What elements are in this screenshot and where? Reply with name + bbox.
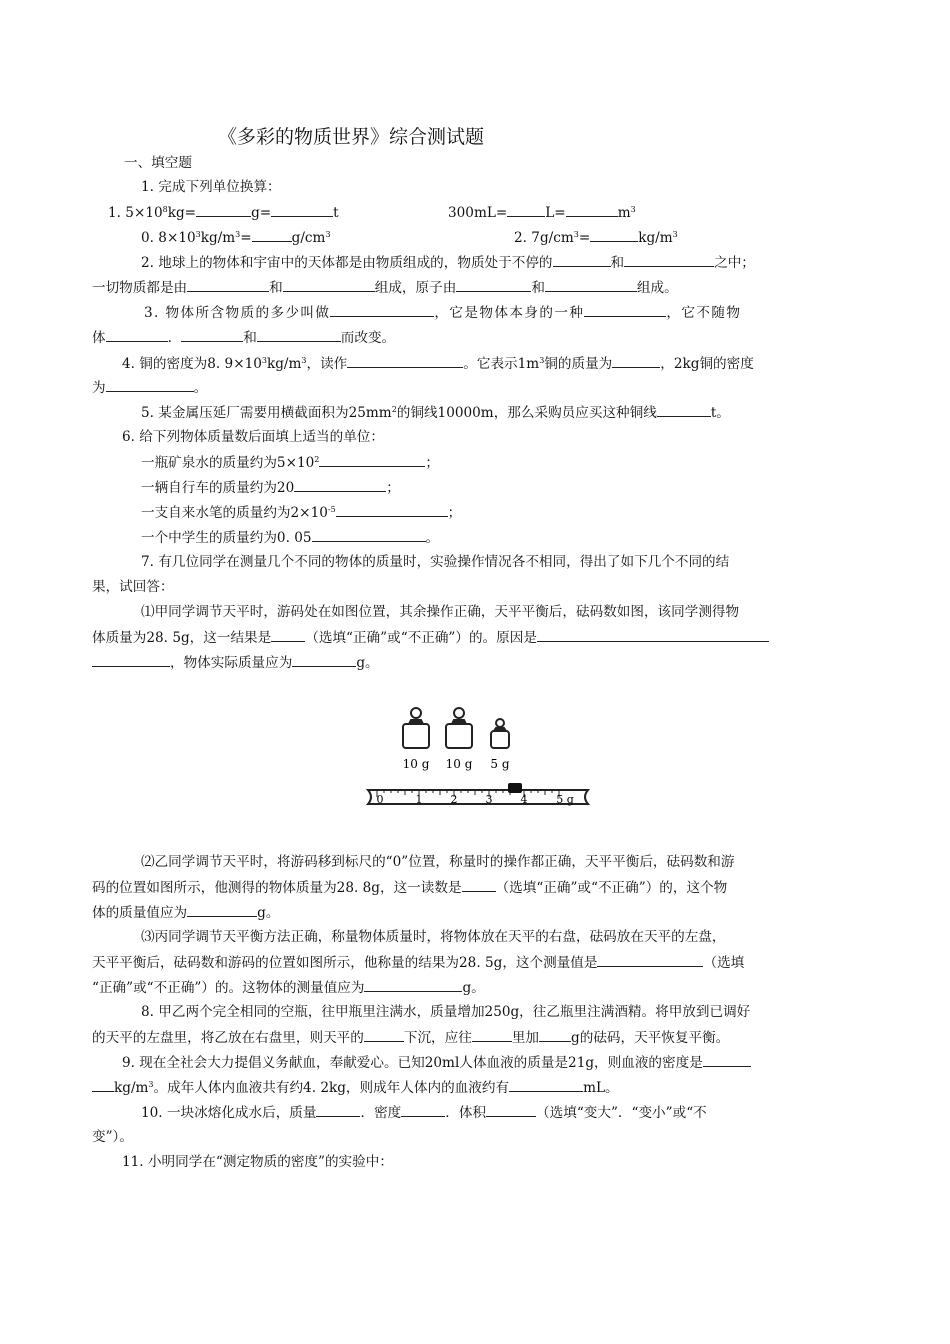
q7-part3-line-2: 天平平衡后，砝码数和游码的位置如图所示，他称量的结果为28. 5g，这个测量值是 （选填: [92, 952, 744, 973]
answer-blank[interactable]: [584, 302, 666, 317]
answer-blank[interactable]: [294, 477, 386, 492]
answer-blank[interactable]: [187, 902, 257, 917]
q6-item-1: 一瓶矿泉水的质量约为$5\times 10^2$ ；: [141, 452, 439, 473]
answer-blank[interactable]: [703, 1052, 751, 1067]
q7-part3-line-3: “正确”或“不正确”）的。这物体的测量值应为 g。: [92, 977, 485, 998]
q7-part2-line-3: 体的质量值应为 g。: [92, 902, 279, 923]
answer-blank[interactable]: [257, 327, 341, 342]
answer-blank[interactable]: [401, 1102, 445, 1117]
q1-line-a: 1. $5\times 10^8kg= g= t$: [108, 202, 339, 223]
q1-line-b: $300mL= L= m^3$: [448, 202, 636, 223]
answer-blank[interactable]: [509, 1077, 583, 1092]
weight-label: 5 g: [490, 757, 510, 771]
weight-icon: [403, 708, 429, 748]
q7-part1-line-2: 体质量为28. 5g，这一结果是 （选填“正确”或“不正确”）的。原因是: [92, 627, 769, 648]
weight-label: 10 g: [445, 757, 473, 771]
answer-blank[interactable]: [330, 302, 434, 317]
answer-blank[interactable]: [271, 627, 305, 642]
q8-line-1: 8. 甲乙两个完全相同的空瓶，往甲瓶里注满水，质量增加250g，往乙瓶里注满酒精。将甲放到已调好: [141, 1004, 751, 1020]
answer-blank[interactable]: [612, 353, 660, 368]
tick-label: 2: [450, 793, 458, 806]
answer-blank[interactable]: [312, 527, 426, 542]
answer-blank[interactable]: [196, 202, 251, 217]
q1-line-c: 0. $8\times 10^3kg/m^3= g/cm^3$: [141, 227, 331, 248]
answer-blank[interactable]: [590, 227, 638, 242]
q7-part1-line-1: ⑴甲同学调节天平时，游码处在如图位置，其余操作正确，天平平衡后，砝码数如图，该同学测得物: [141, 604, 740, 620]
q5-line: 5. 某金属压延厂需要用横截面积为$25mm^2$的铜线10000m，那么采购员应买这种铜线 t。: [141, 402, 730, 423]
answer-blank[interactable]: [537, 627, 769, 642]
page-title: 《多彩的物质世界》综合测试题: [218, 126, 485, 148]
q6-item-2: 一辆自行车的质量约为20 ；: [141, 477, 400, 498]
answer-blank[interactable]: [486, 1102, 536, 1117]
answer-blank[interactable]: [92, 652, 170, 667]
q7-part2-line-2: 码的位置如图所示，他测得的物体质量为28. 8g，这一读数是 （选填“正确”或“不正确”）的，这个物: [92, 877, 727, 898]
q8-line-2: 的天平的左盘里，将乙放在右盘里，则天平的 下沉，应往 里加 g的砝码，天平恢复平衡。: [92, 1027, 729, 1048]
q10-line-2: 变”）。: [92, 1129, 133, 1145]
q10-line-1: 10. 一块冰熔化成水后，质量 ．密度 ．体积 （选填“变大”．“变小”或“不: [141, 1102, 707, 1123]
answer-blank[interactable]: [472, 1027, 512, 1042]
answer-blank[interactable]: [507, 202, 545, 217]
answer-blank[interactable]: [336, 502, 448, 517]
answer-blank[interactable]: [456, 277, 531, 292]
q7-part1-line-3: ，物体实际质量应为 g。: [92, 652, 379, 673]
q2-line-1: 2. 地球上的物体和宇宙中的天体都是由物质组成的，物质处于不停的 和 之中；: [141, 252, 755, 273]
answer-blank[interactable]: [271, 202, 333, 217]
answer-blank[interactable]: [566, 202, 618, 217]
q11-line: 11. 小明同学在“测定物质的密度”的实验中：: [122, 1154, 393, 1170]
answer-blank[interactable]: [106, 377, 194, 392]
answer-blank[interactable]: [316, 1102, 360, 1117]
answer-blank[interactable]: [292, 652, 356, 667]
answer-blank[interactable]: [283, 277, 375, 292]
answer-blank[interactable]: [462, 877, 496, 892]
weight-icon: [446, 708, 472, 748]
tick-label: 1: [415, 793, 423, 806]
scale-bar: [368, 790, 588, 804]
q6-item-3: 一支自来水笔的质量约为$2\times 10^{-5}$ ；: [141, 502, 461, 523]
q3-line-1: 3. 物体所含物质的多少叫做 ，它是物体本身的一种 ，它不随物: [144, 302, 741, 323]
answer-blank[interactable]: [539, 1027, 571, 1042]
tick-label: 0: [376, 793, 384, 806]
balance-figure: [365, 700, 595, 815]
weight-label: 10 g: [402, 757, 430, 771]
answer-blank[interactable]: [319, 452, 425, 467]
q7-line-2: 果，试回答：: [92, 579, 174, 595]
q1-intro: 1. 完成下列单位换算：: [141, 179, 281, 195]
q4-line-2: 为 。: [92, 377, 207, 398]
tick-label: 3: [485, 793, 493, 806]
answer-blank[interactable]: [187, 277, 269, 292]
q6-intro: 6. 给下列物体质量数后面填上适当的单位：: [122, 429, 384, 445]
answer-blank[interactable]: [106, 327, 168, 342]
tick-label: 4: [520, 793, 528, 806]
section-heading: 一、填空题: [124, 155, 192, 171]
answer-blank[interactable]: [364, 977, 462, 992]
q4-line-1: 4. 铜的密度为8. $9\times 10^3kg/m^3$，读作 。它表示$1m^3$铜的质量为 ，2kg铜的密度: [122, 353, 754, 374]
rider: [508, 783, 522, 793]
q2-line-2: 一切物质都是由 和 组成，原子由 和 组成。: [92, 277, 678, 298]
answer-blank[interactable]: [92, 1077, 114, 1092]
answer-blank[interactable]: [545, 277, 637, 292]
answer-blank[interactable]: [252, 227, 292, 242]
q9-line-2: $kg/m^3$。成年人体内血液共有约4. 2kg，则成年人体内的血液约有 mL。: [92, 1077, 619, 1098]
q6-item-4: 一个中学生的质量约为0. 05 。: [141, 527, 439, 548]
q7-part2-line-1: ⑵乙同学调节天平时，将游码移到标尺的“0”位置，称量时的操作都正确，天平平衡后，砝码数和游: [141, 854, 735, 870]
q1-line-d: 2. $7g/cm^3= kg/m^3$: [514, 227, 678, 248]
q3-line-2: 体 ． 和 而改变。: [92, 327, 395, 348]
tick-label: 5 g: [556, 793, 574, 806]
weights-and-rider-scale: [365, 700, 595, 815]
answer-blank[interactable]: [181, 327, 243, 342]
answer-blank[interactable]: [553, 252, 611, 267]
weight-icon: [491, 719, 509, 748]
answer-blank[interactable]: [347, 353, 463, 368]
answer-blank[interactable]: [624, 252, 714, 267]
answer-blank[interactable]: [657, 402, 711, 417]
q7-line-1: 7. 有几位同学在测量几个不同的物体的质量时，实验操作情况各不相同，得出了如下几个不同的结: [141, 554, 730, 570]
answer-blank[interactable]: [364, 1027, 404, 1042]
q9-line-1: 9. 现在全社会大力提倡义务献血，奉献爱心。已知20ml人体血液的质量是21g，则血液的密度是: [122, 1052, 751, 1073]
answer-blank[interactable]: [597, 952, 703, 967]
q7-part3-line-1: ⑶丙同学调节天平衡方法正确，称量物体质量时，将物体放在天平的右盘，砝码放在天平的左盘，: [141, 929, 726, 945]
